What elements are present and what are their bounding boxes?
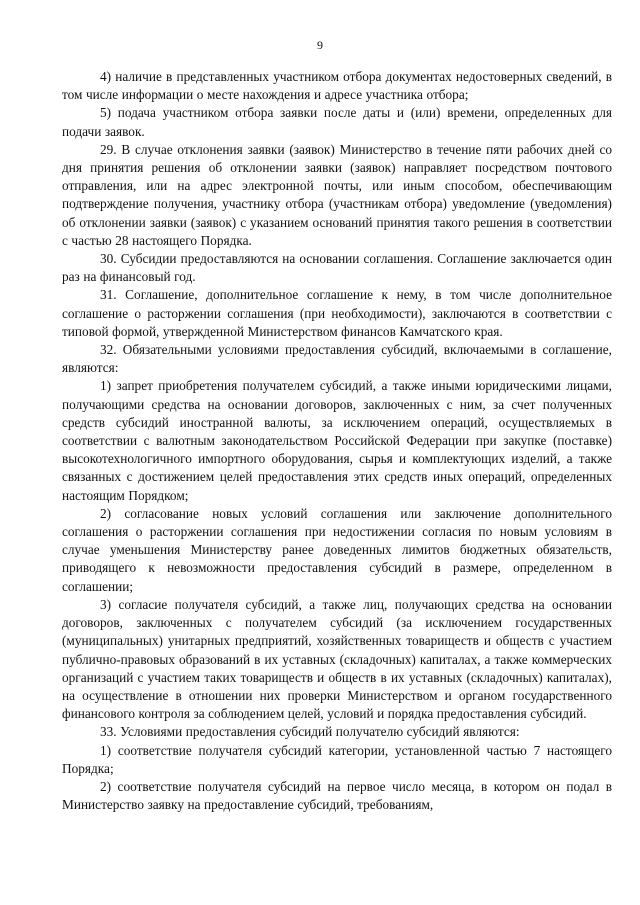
paragraph-clause-32-item-1: 1) запрет приобретения получателем субсидий, а также иными юридическими лицами, получающими средства на основании договоров, заключенных с ним, за счет полученных средств субсидий иностранной валюты, за исключением операций, осуществляемых в соответствии с валютным законодательством Российской Федерации при закупке (поставке) высокотехнологичного импортного оборудования, сырья и комплектующих изделий, а также связанных с достижением целей предоставления этих средств иных операций, определенных настоящим Порядком; [62, 378, 612, 503]
paragraph-clause-29: 29. В случае отклонения заявки (заявок) Министерство в течение пяти рабочих дней со дня принятия решения об отклонении заявки (заявок) направляет посредством почтового отправления, или на адрес электронной почты, или иным способом, обеспечивающим подтверждение получения, участнику отбора (участникам отбора) уведомление (уведомления) об отклонении заявки (заявок) с указанием оснований принятия такого решения в соответствии с частью 28 настоящего Порядка. [62, 141, 612, 248]
paragraph-clause-32: 32. Обязательными условиями предоставления субсидий, включаемыми в соглашение, являются: [62, 342, 612, 376]
page-number: 9 [317, 38, 323, 52]
paragraph-clause-33: 33. Условиями предоставления субсидий получателю субсидий являются: [100, 724, 520, 740]
paragraph-clause-32-item-3: 3) согласие получателя субсидий, а также лиц, получающих средства на основании договоров, заключенных с получателем субсидий (за исключением государственных (муниципальных) унитарных предприятий, хозяйственных товариществ и обществ с участием публично-правовых образований в их уставных (складочных) капиталах, а также коммерческих организаций с участием таких товариществ и обществ в их уставных (складочных) капиталах), на осуществление в отношении них проверки Министерством и органом государственного финансового контроля за соблюдением целей, условий и порядка предоставления субсидий. [62, 596, 612, 722]
paragraph-item-5: 5) подача участником отбора заявки после даты и (или) времени, определенных для подачи заявок. [62, 105, 612, 139]
paragraph-clause-30: 30. Субсидии предоставляются на основании соглашения. Соглашение заключается один раз на финансовый год. [62, 251, 612, 285]
paragraph-clause-31: 31. Соглашение, дополнительное соглашение к нему, в том числе дополнительное соглашение о расторжении соглашения (при необходимости), заключаются в соответствии с типовой формой, утвержденной Министерством финансов Камчатского края. [62, 287, 612, 339]
paragraph-item-4: 4) наличие в представленных участником отбора документах недостоверных сведений, в том числе информации о месте нахождения и адресе участника отбора; [62, 69, 612, 103]
paragraph-clause-33-item-2: 2) соответствие получателя субсидий на первое число месяца, в котором он подал в Министерство заявку на предоставление субсидий, требованиям, [62, 778, 612, 813]
document-body [62, 68, 612, 814]
paragraph-clause-33-item-1: 1) соответствие получателя субсидий категории, установленной частью 7 настоящего Порядка; [62, 742, 612, 776]
paragraph-clause-32-item-2: 2) согласование новых условий соглашения или заключение дополнительного соглашения о расторжении соглашения при недостижении согласия по новым условиям в случае уменьшения Министерству ранее доведенных лимитов бюджетных обязательств, приводящего к невозможности предоставления субсидий в размере, определенном в соглашении; [62, 505, 612, 594]
